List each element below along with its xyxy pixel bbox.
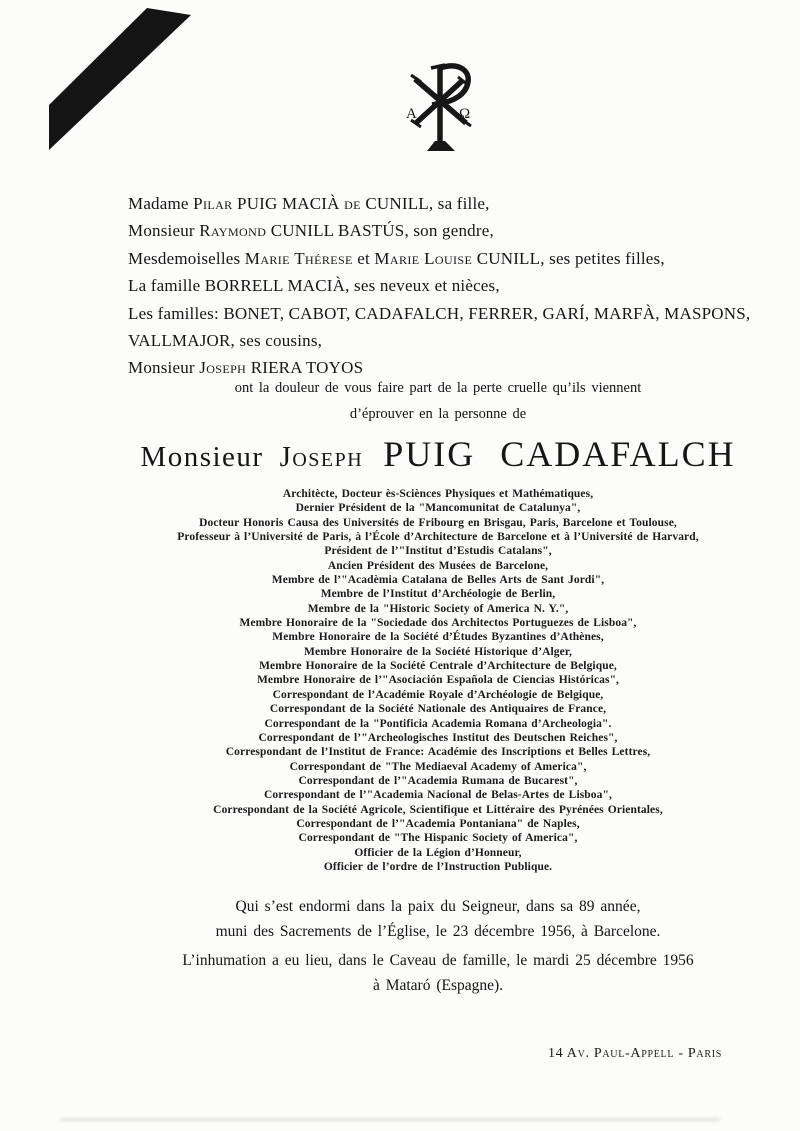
honor-line: Membre Honoraire de la Société d’Études Byzantines d’Athènes, <box>272 631 604 644</box>
honor-line: Correspondant de la Société Nationale des Antiquaires de France, <box>269 703 607 716</box>
intro-line-1: ont la douleur de vous faire part de la perte cruelle qu’ils viennent <box>234 380 642 396</box>
title-last-name: PUIG CADAFALCH <box>383 434 736 474</box>
family-line: Mesdemoiselles Marie Thérese et Marie Louise CUNILL, ses petites filles, <box>128 248 665 268</box>
honor-line: Officier de la Légion d’Honneur, <box>354 846 522 859</box>
death-notice-line-1: Qui s’est endormi dans la paix du Seigneur, dans sa 89 année, <box>235 898 641 915</box>
family-line: Monsieur Raymond CUNILL BASTÚS, son gendre, <box>128 221 494 241</box>
burial-notice <box>70 948 800 998</box>
honor-line: Professeur à l’Université de Paris, à l’École d’Architecture de Barcelone et à l’Université de Harvard, <box>177 531 699 544</box>
honor-line: Dernier Président de la "Mancomunitat de Catalunya", <box>295 502 581 515</box>
intro-line-2: d’éprouver en la personne de <box>349 406 527 422</box>
honor-line: Correspondant de l’Académie Royale d’Archéologie de Belgique, <box>272 688 604 701</box>
alpha-letter: A <box>406 106 417 122</box>
honor-line: Correspondant de "The Mediaeval Academy of America", <box>289 760 587 773</box>
family-line: Madame Pilar PUIG MACIÀ de CUNILL, sa fille, <box>128 194 490 213</box>
honor-line: Membre Honoraire de la "Sociedade dos Architectos Portuguezes de Lisboa", <box>239 617 637 630</box>
honor-line: Membre de l’"Acadèmia Catalana de Belles Arts de Sant Jordi", <box>271 574 605 587</box>
deceased-name <box>70 433 800 475</box>
burial-notice-line-1: L’inhumation a eu lieu, dans le Caveau de famille, le mardi 25 décembre 1956 <box>182 952 694 969</box>
honor-line: Correspondant de l’"Academia Nacional de Belas-Artes de Lisboa", <box>264 789 612 802</box>
death-notice-line-2: muni des Sacrements de l’Église, le 23 décembre 1956, à Barcelone. <box>215 923 661 940</box>
honor-line: Correspondant de l’"Archeologisches Institut des Deutschen Reiches", <box>258 731 618 744</box>
honor-line: Correspondant de la Société Agricole, Scientifique et Littéraire des Pyrénées Orientales, <box>213 803 663 816</box>
title-first-name: Joseph <box>279 441 364 473</box>
honor-line: Membre Honoraire de la Société Historique d’Alger, <box>304 645 572 658</box>
honor-line: Membre Honoraire de la Société Centrale d’Architecture de Belgique, <box>259 660 617 673</box>
honor-line: Ancien Président des Musées de Barcelone, <box>327 559 549 572</box>
chi-rho-icon <box>398 58 488 158</box>
honor-line: Correspondant de l’"Academia Rumana de Bucarest", <box>298 774 578 787</box>
honor-line: Architècte, Docteur ès-Sciènces Physiques et Mathématiques, <box>282 488 594 500</box>
honor-line: Correspondant de la "Pontificia Academia Romana d’Archeologia". <box>264 717 612 730</box>
family-line: La famille BORRELL MACIÀ, ses neveux et nièces, <box>128 276 500 296</box>
family-line: VALLMAJOR, ses cousins, <box>128 331 323 351</box>
mourning-ribbon-icon <box>40 0 200 160</box>
burial-notice-line-2: à Mataró (Espagne). <box>372 977 504 994</box>
announcement-intro <box>70 375 800 427</box>
honor-line: Officier de l’ordre de l’Instruction Publique. <box>323 860 553 873</box>
scan-artifact <box>60 1118 720 1121</box>
honor-line: Membre Honoraire de l’"Asociación Española de Ciencias Históricas", <box>256 674 620 687</box>
address-footer: 14 Av. Paul-Appell - Paris <box>547 1046 722 1061</box>
death-notice <box>70 894 800 944</box>
family-list <box>128 190 778 382</box>
honor-line: Président de l’"Institut d’Estudis Catalans", <box>324 545 552 558</box>
title-prefix: Monsieur <box>140 441 264 473</box>
family-line: Les familles: BONET, CABOT, CADAFALCH, FERRER, GARÍ, MARFÀ, MASPONS, <box>128 303 751 323</box>
honor-line: Correspondant de l’Institut de France: Académie des Inscriptions et Belles Lettres, <box>225 746 651 759</box>
honor-line: Docteur Honoris Causa des Universités de Fribourg en Brisgau, Paris, Barcelone et Toulouse, <box>199 516 677 529</box>
honors-list <box>38 487 800 874</box>
honor-line: Membre de la "Historic Society of America N. Y.", <box>307 602 569 615</box>
honor-line: Correspondant de "The Hispanic Society of America", <box>298 832 578 845</box>
family-line: Monsieur Joseph RIERA TOYOS <box>128 358 364 378</box>
honor-line: Correspondant de l’"Academia Pontaniana" de Naples, <box>296 817 580 830</box>
honor-line: Membre de l’Institut d’Archéologie de Berlin, <box>320 588 556 601</box>
omega-letter: Ω <box>459 106 471 122</box>
